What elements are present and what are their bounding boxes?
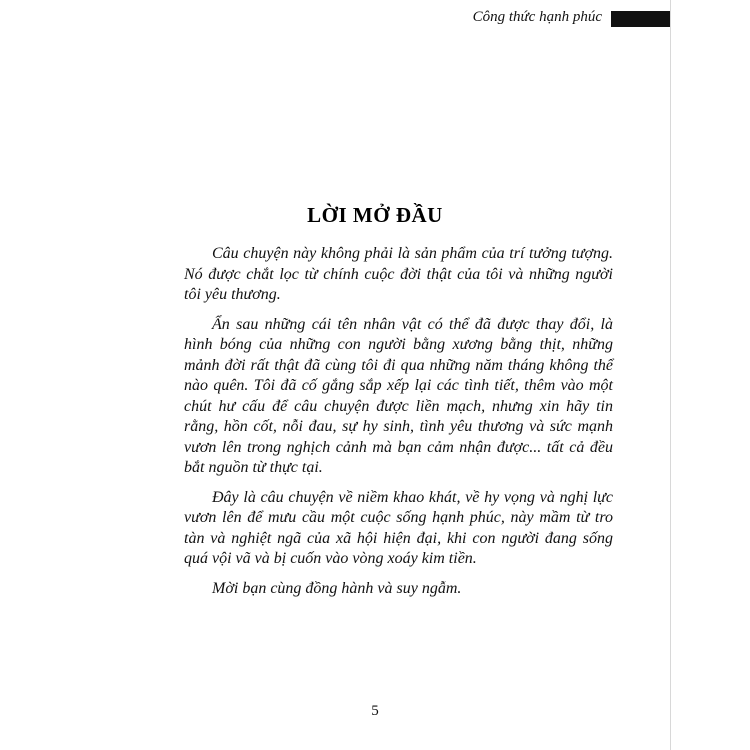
paragraph-2: Ẩn sau những cái tên nhân vật có thể đã được thay đổi, là hình bóng của những con người bằng xương bằng thịt, những mảnh đời rất thật đã cùng tôi đi qua những năm tháng không thể nào quên. Tôi đã cố gắng sắp xếp lại các tình tiết, thêm vào một chút hư cấu để câu chuyện được liền mạch, nhưng xin hãy tin rằng, hồn cốt, nỗi đau, sự hy sinh, tình yêu thương và sức mạnh vươn lên trong nghịch cảnh mà bạn cảm nhận được... tất cả đều bắt nguồn từ thực tại. [184, 315, 613, 476]
running-header-title: Công thức hạnh phúc [472, 9, 602, 25]
header-black-bar [611, 11, 670, 27]
paragraph-3: Đây là câu chuyện về niềm khao khát, về hy vọng và nghị lực vươn lên để mưu cầu một cuộc sống hạnh phúc, này mầm từ tro tàn và nghiệt ngã của xã hội hiện đại, khi con người đang sống quá vội vã và bị cuốn vào vòng xoáy kim tiền. [184, 488, 613, 567]
running-header [0, 8, 750, 30]
page-edge-divider [670, 0, 671, 750]
paragraph-4: Mời bạn cùng đồng hành và suy ngẫm. [212, 579, 462, 597]
chapter-body [184, 244, 613, 608]
paragraph-1: Câu chuyện này không phải là sản phẩm của trí tưởng tượng. Nó được chắt lọc từ chính cuộc đời thật của tôi và những người tôi yêu thương. [184, 245, 613, 303]
page-number: 5 [371, 703, 379, 719]
chapter-heading: LỜI MỞ ĐẦU [307, 203, 443, 227]
